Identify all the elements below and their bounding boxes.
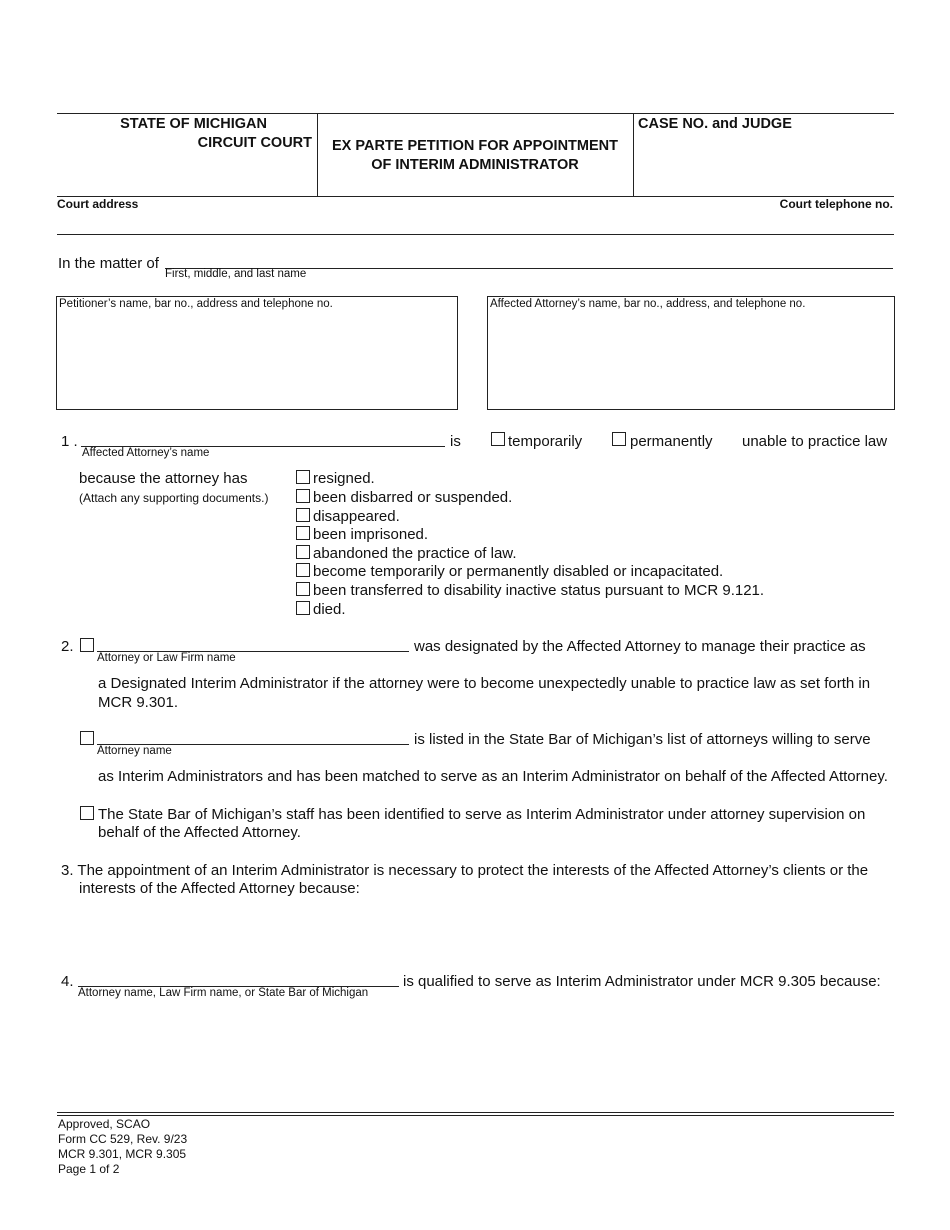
item2b-continuation: as Interim Administrators and has been matched to serve as an Interim Administrator on behalf of the Affected Attorney.	[98, 768, 888, 785]
court-address-label: Court address	[57, 197, 139, 211]
temporarily-label: temporarily	[508, 433, 583, 450]
affected-attorney-box[interactable]	[487, 296, 895, 410]
item2a-continuation: a Designated Interim Administrator if the attorney were to become unexpectedly unable to practice law as set forth in MCR 9.301.	[98, 675, 871, 711]
affected-attorney-label: Affected Attorney’s name, bar no., address, and telephone no.	[490, 298, 806, 310]
permanently-label: permanently	[630, 433, 713, 450]
reason-checkbox-disappeared[interactable]	[296, 508, 310, 522]
reason-checkbox-disbarred[interactable]	[296, 489, 310, 503]
reason-checkbox-disabled[interactable]	[296, 563, 310, 577]
item2a-text: was designated by the Affected Attorney to manage their practice as	[414, 638, 866, 655]
reason-label: disappeared.	[313, 508, 400, 525]
court-telephone-label: Court telephone no.	[779, 197, 893, 211]
item1-number: 1 .	[61, 433, 78, 450]
item4-number: 4.	[61, 973, 74, 990]
unable-to-practice-text: unable to practice law	[742, 433, 888, 450]
footer-form-number: Form CC 529, Rev. 9/23	[58, 1132, 188, 1146]
item2c-text: The State Bar of Michigan’s staff has been identified to serve as Interim Administrator under attorney supervision on behalf of the Affected Attorney.	[98, 806, 866, 841]
state-name: STATE OF MICHIGAN	[120, 116, 267, 132]
item4-name-field[interactable]	[78, 970, 399, 986]
item2-number: 2.	[61, 638, 74, 655]
matter-name-field[interactable]	[165, 252, 893, 268]
state-bar-staff-checkbox[interactable]	[80, 806, 94, 820]
footer-rule-top	[57, 1112, 894, 1113]
court-address-field[interactable]	[57, 212, 894, 232]
reason-label: died.	[313, 601, 346, 618]
case-number-label: CASE NO. and JUDGE	[638, 116, 792, 132]
permanently-checkbox[interactable]	[612, 432, 626, 446]
temporarily-checkbox[interactable]	[491, 432, 505, 446]
header-top-rule	[57, 113, 894, 114]
reason-label: become temporarily or permanently disabled or incapacitated.	[313, 563, 724, 580]
item2b-text: is listed in the State Bar of Michigan’s list of attorneys willing to serve	[414, 731, 871, 748]
reason-label: been disbarred or suspended.	[313, 489, 513, 506]
court-address-rule	[57, 234, 894, 235]
footer-page-number: Page 1 of 2	[58, 1162, 120, 1176]
petitioner-box[interactable]	[56, 296, 458, 410]
court-name: CIRCUIT COURT	[197, 135, 312, 151]
footer-mcr: MCR 9.301, MCR 9.305	[58, 1147, 187, 1161]
footer-approved: Approved, SCAO	[58, 1117, 151, 1131]
header-bottom-rule	[57, 196, 894, 197]
reason-checkbox-resigned[interactable]	[296, 470, 310, 484]
reason-label: resigned.	[313, 470, 375, 487]
item4-caption: Attorney name, Law Firm name, or State Bar of Michigan	[78, 987, 369, 999]
petitioner-label: Petitioner’s name, bar no., address and telephone no.	[59, 298, 333, 310]
because-text: because the attorney has	[79, 470, 248, 487]
reason-checkbox-imprisoned[interactable]	[296, 526, 310, 540]
item2b-caption: Attorney name	[97, 745, 172, 757]
reason-checkbox-abandoned[interactable]	[296, 545, 310, 559]
reason-label: been transferred to disability inactive status pursuant to MCR 9.121.	[313, 582, 765, 599]
form-title-line1: EX PARTE PETITION FOR APPOINTMENT	[332, 138, 618, 154]
item4-reason-field[interactable]	[78, 1006, 893, 1101]
reason-checkbox-died[interactable]	[296, 601, 310, 615]
item3-text: 3. The appointment of an Interim Administrator is necessary to protect the interests of the Affected Attorney’s clients or the interests of the Affected Attorney because:	[61, 862, 869, 897]
item4-text: is qualified to serve as Interim Administrator under MCR 9.305 because:	[403, 973, 881, 990]
item2a-caption: Attorney or Law Firm name	[97, 652, 236, 664]
state-bar-list-checkbox[interactable]	[80, 731, 94, 745]
designated-administrator-checkbox[interactable]	[80, 638, 94, 652]
form-title-line2: OF INTERIM ADMINISTRATOR	[371, 157, 579, 173]
item1-is: is	[450, 433, 461, 450]
reason-label: been imprisoned.	[313, 526, 429, 543]
footer-rule-bottom	[57, 1115, 894, 1116]
item2b-name-field[interactable]	[97, 728, 409, 744]
matter-label: In the matter of	[58, 255, 159, 272]
matter-name-caption: First, middle, and last name	[165, 268, 307, 280]
item2a-name-field[interactable]	[97, 635, 409, 651]
header-divider-left	[317, 113, 318, 197]
header-divider-right	[633, 113, 634, 197]
item1-name-field[interactable]	[81, 430, 445, 446]
attach-note: (Attach any supporting documents.)	[79, 491, 269, 505]
item1-name-caption: Affected Attorney’s name	[82, 447, 210, 459]
reason-checkbox-inactive-status[interactable]	[296, 582, 310, 596]
item3-reason-field[interactable]	[79, 902, 893, 962]
reason-label: abandoned the practice of law.	[313, 545, 517, 562]
case-number-field[interactable]	[640, 138, 890, 190]
